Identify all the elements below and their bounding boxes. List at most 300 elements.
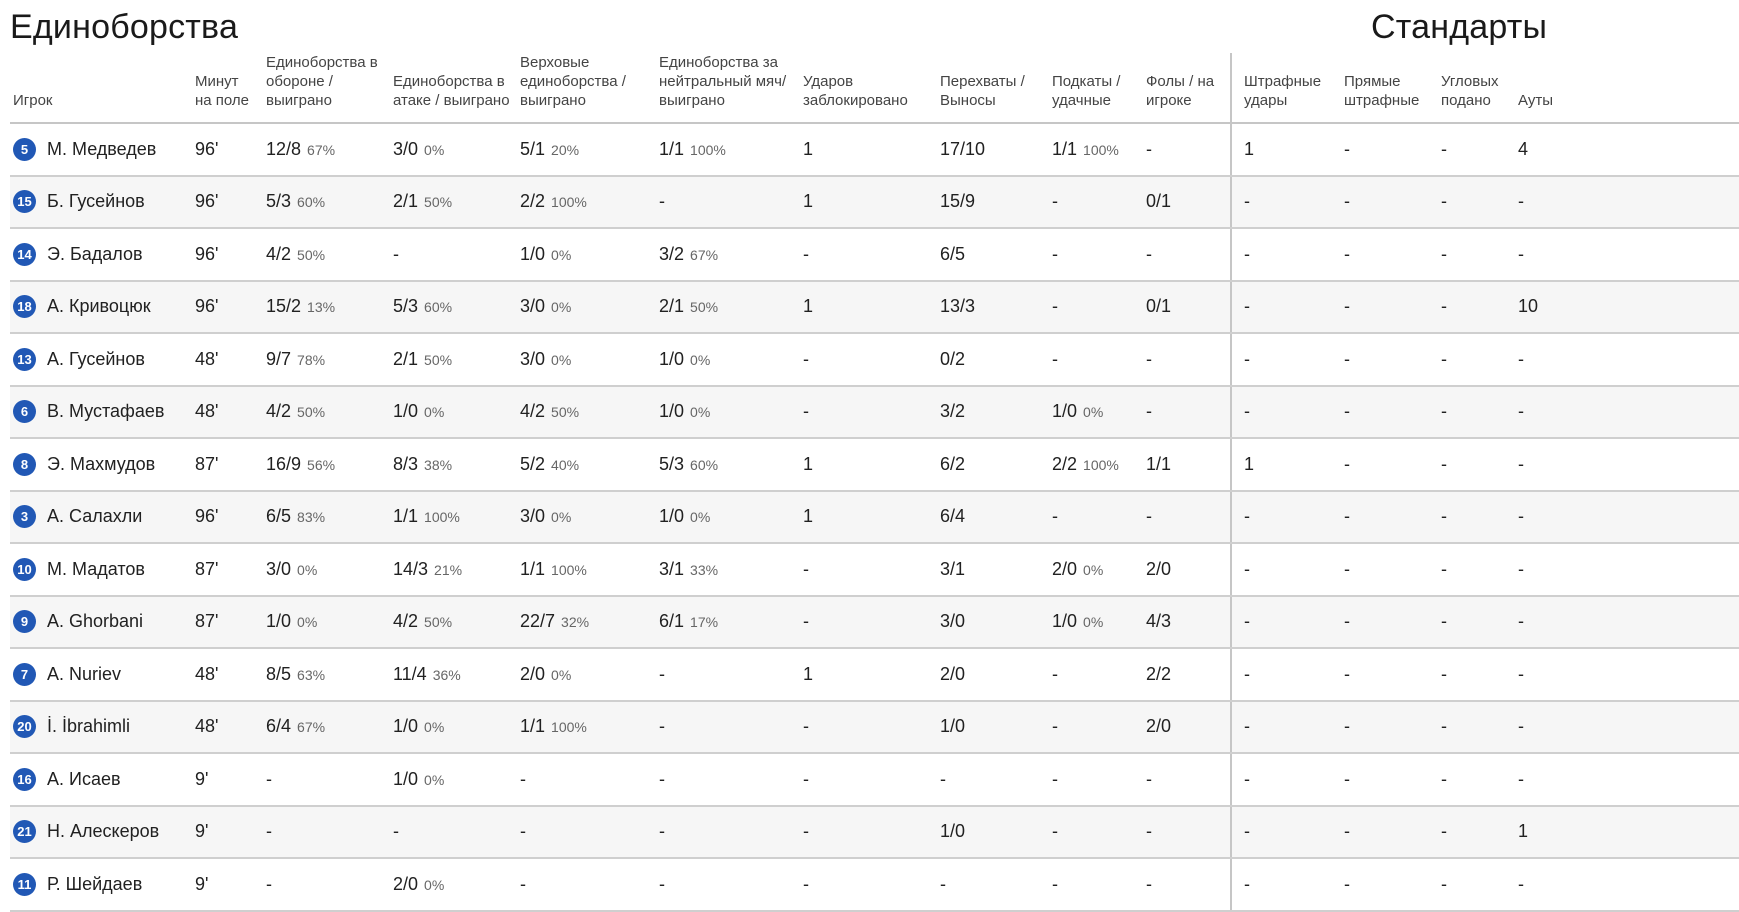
interceptions-cell (937, 543, 1049, 596)
def-duels-cell (263, 228, 390, 281)
throw-ins-cell-value: 1 (1518, 821, 1529, 842)
player-name[interactable]: М. Медведев (47, 138, 157, 159)
corners-cell-value: - (1441, 821, 1447, 842)
att-duels-cell-value: 8/3 (393, 453, 419, 474)
aerial-duels-cell-value: 5/2 (520, 453, 546, 474)
interceptions-cell (937, 596, 1049, 649)
loose-ball-duels-cell-value: - (659, 821, 665, 842)
aerial-duels-cell-percent: 100% (551, 194, 587, 211)
def-duels-cell-value: 16/9 (266, 453, 302, 474)
aerial-duels-cell (517, 176, 656, 229)
fouls-cell (1143, 648, 1231, 701)
aerial-duels-cell-percent: 0% (551, 666, 572, 683)
direct-free-kicks-cell-value: - (1344, 453, 1350, 474)
att-duels-cell-value: 5/3 (393, 296, 419, 317)
throw-ins-cell (1515, 648, 1739, 701)
aerial-duels-cell-value: 1/1 (520, 716, 546, 737)
col-header-corners[interactable]: Угловых подано (1438, 53, 1515, 123)
free-kicks-cell (1231, 753, 1341, 806)
loose-ball-duels-cell-value: 6/1 (659, 611, 685, 632)
tackles-cell-value: 2/2 (1052, 453, 1078, 474)
def-duels-cell-percent: 67% (307, 141, 336, 158)
tackles-cell-value: - (1052, 663, 1058, 684)
att-duels-cell-value: - (393, 243, 399, 264)
blocked-shots-cell (800, 491, 937, 544)
minutes-cell-value: 48' (195, 348, 219, 369)
fouls-cell-value: - (1146, 821, 1152, 842)
col-header-att-duels[interactable]: Единоборства в атаке / выиграно (390, 53, 517, 123)
player-cell (10, 333, 192, 386)
free-kicks-cell (1231, 228, 1341, 281)
blocked-shots-cell-value: 1 (803, 191, 814, 212)
tackles-cell (1049, 386, 1143, 439)
interceptions-cell-value: 6/4 (940, 506, 966, 527)
table-row[interactable] (10, 701, 1739, 754)
minutes-cell-value: 96' (195, 243, 219, 264)
player-name[interactable]: М. Мадатов (47, 558, 145, 579)
def-duels-cell-value: 4/2 (266, 243, 292, 264)
corners-cell-value: - (1441, 558, 1447, 579)
minutes-cell-value: 9' (195, 873, 209, 894)
throw-ins-cell-value: - (1518, 663, 1524, 684)
free-kicks-cell-value: - (1244, 611, 1250, 632)
interceptions-cell-value: 13/3 (940, 296, 976, 317)
def-duels-cell-percent: 0% (297, 561, 318, 578)
free-kicks-cell-value: - (1244, 296, 1250, 317)
corners-cell-value: - (1441, 401, 1447, 422)
direct-free-kicks-cell-value: - (1344, 768, 1350, 789)
direct-free-kicks-cell (1341, 438, 1438, 491)
player-cell (10, 438, 192, 491)
interceptions-cell (937, 701, 1049, 754)
player-name[interactable]: Р. Шейдаев (47, 873, 143, 894)
blocked-shots-cell (800, 753, 937, 806)
corners-cell-value: - (1441, 138, 1447, 159)
col-header-interceptions[interactable]: Перехваты / Выносы (937, 53, 1049, 123)
blocked-shots-cell-value: - (803, 401, 809, 422)
tackles-cell (1049, 228, 1143, 281)
minutes-cell (192, 648, 263, 701)
loose-ball-duels-cell (656, 176, 800, 229)
throw-ins-cell (1515, 858, 1739, 911)
fouls-cell-value: - (1146, 348, 1152, 369)
loose-ball-duels-cell-value: 3/1 (659, 558, 685, 579)
player-name[interactable]: В. Мустафаев (47, 401, 165, 422)
interceptions-cell-value: 1/0 (940, 716, 966, 737)
aerial-duels-cell (517, 858, 656, 911)
corners-cell (1438, 858, 1515, 911)
loose-ball-duels-cell-value: 1/0 (659, 348, 685, 369)
free-kicks-cell-value: - (1244, 401, 1250, 422)
corners-cell-value: - (1441, 873, 1447, 894)
def-duels-cell (263, 701, 390, 754)
tackles-cell-percent: 0% (1083, 404, 1104, 421)
throw-ins-cell (1515, 596, 1739, 649)
aerial-duels-cell-value: - (520, 873, 526, 894)
att-duels-cell-percent: 36% (432, 666, 461, 683)
player-name[interactable]: Э. Махмудов (47, 453, 156, 474)
aerial-duels-cell-percent: 32% (561, 614, 590, 631)
col-header-direct-free-kicks[interactable]: Прямые штрафные (1341, 53, 1438, 123)
interceptions-cell-value: 6/2 (940, 453, 966, 474)
loose-ball-duels-cell (656, 858, 800, 911)
fouls-cell (1143, 858, 1231, 911)
interceptions-cell (937, 386, 1049, 439)
minutes-cell (192, 491, 263, 544)
player-cell (10, 596, 192, 649)
table-row[interactable] (10, 438, 1739, 491)
corners-cell-value: - (1441, 663, 1447, 684)
player-name[interactable]: А. Кривоцюк (47, 296, 151, 317)
col-header-free-kicks[interactable]: Штрафные удары (1231, 53, 1341, 123)
player-name[interactable]: Э. Бадалов (47, 243, 143, 264)
free-kicks-cell (1231, 648, 1341, 701)
player-cell (10, 806, 192, 859)
player-name[interactable]: А. Салахли (47, 506, 143, 527)
loose-ball-duels-cell (656, 543, 800, 596)
def-duels-cell (263, 806, 390, 859)
interceptions-cell-value: 6/5 (940, 243, 966, 264)
direct-free-kicks-cell (1341, 806, 1438, 859)
corners-cell (1438, 333, 1515, 386)
def-duels-cell-value: 6/5 (266, 506, 292, 527)
direct-free-kicks-cell-value: - (1344, 558, 1350, 579)
att-duels-cell-value: 1/0 (393, 716, 419, 737)
free-kicks-cell-value: - (1244, 558, 1250, 579)
att-duels-cell (390, 228, 517, 281)
aerial-duels-cell-value: - (520, 821, 526, 842)
direct-free-kicks-cell (1341, 491, 1438, 544)
att-duels-cell (390, 491, 517, 544)
tackles-cell (1049, 648, 1143, 701)
col-header-tackles[interactable]: Подкаты / удачные (1049, 53, 1143, 123)
fouls-cell-value: 2/2 (1146, 663, 1172, 684)
def-duels-cell-percent: 50% (297, 246, 326, 263)
blocked-shots-cell (800, 386, 937, 439)
def-duels-cell (263, 753, 390, 806)
fouls-cell-value: - (1146, 873, 1152, 894)
fouls-cell-value: - (1146, 401, 1152, 422)
direct-free-kicks-cell (1341, 753, 1438, 806)
throw-ins-cell (1515, 753, 1739, 806)
player-number-badge: 11 (13, 873, 36, 896)
minutes-cell-value: 96' (195, 138, 219, 159)
table-row[interactable] (10, 596, 1739, 649)
col-header-blocked-shots[interactable]: Ударов заблокировано (800, 53, 937, 123)
fouls-cell-value: - (1146, 138, 1152, 159)
blocked-shots-cell (800, 123, 937, 176)
def-duels-cell (263, 491, 390, 544)
def-duels-cell-value: - (266, 821, 272, 842)
corners-cell-value: - (1441, 243, 1447, 264)
blocked-shots-cell (800, 648, 937, 701)
throw-ins-cell-value: 4 (1518, 138, 1529, 159)
att-duels-cell-percent: 0% (424, 876, 445, 893)
player-cell (10, 491, 192, 544)
corners-cell-value: - (1441, 191, 1447, 212)
player-name[interactable]: Н. Алескеров (47, 821, 160, 842)
free-kicks-cell (1231, 176, 1341, 229)
table-row[interactable] (10, 123, 1739, 176)
loose-ball-duels-cell (656, 753, 800, 806)
throw-ins-cell (1515, 228, 1739, 281)
loose-ball-duels-cell-value: 1/0 (659, 506, 685, 527)
interceptions-cell-value: - (940, 873, 946, 894)
tackles-cell (1049, 176, 1143, 229)
table-row[interactable] (10, 806, 1739, 859)
def-duels-cell (263, 123, 390, 176)
def-duels-cell-percent: 63% (297, 666, 326, 683)
def-duels-cell-percent: 67% (297, 719, 326, 736)
aerial-duels-cell-percent: 0% (551, 246, 572, 263)
tackles-cell (1049, 701, 1143, 754)
loose-ball-duels-cell-percent: 67% (690, 246, 719, 263)
minutes-cell (192, 596, 263, 649)
aerial-duels-cell (517, 543, 656, 596)
loose-ball-duels-cell (656, 701, 800, 754)
blocked-shots-cell-value: 1 (803, 453, 814, 474)
player-number-badge: 8 (13, 453, 36, 476)
blocked-shots-cell-value: - (803, 243, 809, 264)
loose-ball-duels-cell (656, 438, 800, 491)
corners-cell-value: - (1441, 768, 1447, 789)
direct-free-kicks-cell-value: - (1344, 401, 1350, 422)
player-cell (10, 123, 192, 176)
corners-cell-value: - (1441, 453, 1447, 474)
tackles-cell-percent: 0% (1083, 561, 1104, 578)
col-header-def-duels[interactable]: Единоборства в обороне / выиграно (263, 53, 390, 123)
att-duels-cell-value: - (393, 821, 399, 842)
col-header-loose-ball-duels[interactable]: Единоборства за нейтральный мяч/выиграно (656, 53, 800, 123)
interceptions-cell (937, 438, 1049, 491)
throw-ins-cell-value: - (1518, 401, 1524, 422)
aerial-duels-cell (517, 806, 656, 859)
player-name[interactable]: A. Nuriev (47, 663, 122, 684)
def-duels-cell-value: 1/0 (266, 611, 292, 632)
att-duels-cell-percent: 50% (424, 194, 453, 211)
free-kicks-cell (1231, 438, 1341, 491)
corners-cell-value: - (1441, 506, 1447, 527)
free-kicks-cell (1231, 806, 1341, 859)
interceptions-cell-value: 3/2 (940, 401, 966, 422)
player-cell (10, 386, 192, 439)
blocked-shots-cell (800, 596, 937, 649)
interceptions-cell (937, 648, 1049, 701)
tackles-cell-value: - (1052, 191, 1058, 212)
def-duels-cell (263, 333, 390, 386)
free-kicks-cell-value: - (1244, 506, 1250, 527)
aerial-duels-cell (517, 281, 656, 334)
interceptions-cell-value: 1/0 (940, 821, 966, 842)
loose-ball-duels-cell-value: - (659, 663, 665, 684)
fouls-cell (1143, 753, 1231, 806)
player-number-badge: 3 (13, 505, 36, 528)
free-kicks-cell (1231, 701, 1341, 754)
fouls-cell-value: 0/1 (1146, 296, 1172, 317)
fouls-cell (1143, 543, 1231, 596)
tackles-cell-value: 1/0 (1052, 611, 1078, 632)
blocked-shots-cell-value: - (803, 768, 809, 789)
col-header-aerial-duels[interactable]: Верховые единоборства / выиграно (517, 53, 656, 123)
aerial-duels-cell (517, 648, 656, 701)
player-number-badge: 6 (13, 400, 36, 423)
blocked-shots-cell-value: - (803, 611, 809, 632)
tackles-cell-value: - (1052, 768, 1058, 789)
minutes-cell (192, 438, 263, 491)
player-name[interactable]: A. Ghorbani (47, 611, 144, 632)
tackles-cell-value: - (1052, 348, 1058, 369)
aerial-duels-cell-percent: 40% (551, 456, 580, 473)
table-row[interactable] (10, 228, 1739, 281)
blocked-shots-cell-value: - (803, 558, 809, 579)
tackles-cell (1049, 596, 1143, 649)
blocked-shots-cell (800, 281, 937, 334)
def-duels-cell (263, 648, 390, 701)
col-header-throw-ins[interactable]: Ауты (1515, 53, 1739, 123)
att-duels-cell (390, 543, 517, 596)
free-kicks-cell (1231, 858, 1341, 911)
att-duels-cell-percent: 50% (424, 351, 453, 368)
table-row[interactable] (10, 648, 1739, 701)
interceptions-cell (937, 176, 1049, 229)
blocked-shots-cell (800, 228, 937, 281)
player-number-badge: 18 (13, 295, 36, 318)
throw-ins-cell (1515, 123, 1739, 176)
loose-ball-duels-cell-value: 5/3 (659, 453, 685, 474)
minutes-cell (192, 858, 263, 911)
corners-cell-value: - (1441, 348, 1447, 369)
fouls-cell (1143, 596, 1231, 649)
free-kicks-cell-value: - (1244, 243, 1250, 264)
loose-ball-duels-cell-percent: 100% (690, 141, 726, 158)
throw-ins-cell (1515, 806, 1739, 859)
blocked-shots-cell-value: 1 (803, 296, 814, 317)
direct-free-kicks-cell (1341, 701, 1438, 754)
player-name[interactable]: А. Гусейнов (47, 348, 145, 369)
blocked-shots-cell-value: 1 (803, 138, 814, 159)
table-row[interactable] (10, 543, 1739, 596)
aerial-duels-cell-value: 2/2 (520, 191, 546, 212)
loose-ball-duels-cell (656, 123, 800, 176)
throw-ins-cell-value: - (1518, 348, 1524, 369)
corners-cell (1438, 123, 1515, 176)
direct-free-kicks-cell (1341, 123, 1438, 176)
loose-ball-duels-cell-percent: 0% (690, 509, 711, 526)
aerial-duels-cell-value: 2/0 (520, 663, 546, 684)
aerial-duels-cell (517, 596, 656, 649)
fouls-cell (1143, 438, 1231, 491)
interceptions-cell-value: 3/1 (940, 558, 966, 579)
throw-ins-cell (1515, 333, 1739, 386)
minutes-cell-value: 48' (195, 663, 219, 684)
player-cell (10, 281, 192, 334)
blocked-shots-cell-value: - (803, 348, 809, 369)
def-duels-cell (263, 858, 390, 911)
player-name[interactable]: İ. İbrahimli (47, 716, 131, 737)
def-duels-cell-percent: 56% (307, 456, 336, 473)
att-duels-cell-value: 11/4 (393, 663, 427, 684)
aerial-duels-cell (517, 386, 656, 439)
aerial-duels-cell-value: 3/0 (520, 506, 546, 527)
fouls-cell-value: - (1146, 506, 1152, 527)
loose-ball-duels-cell-value: - (659, 716, 665, 737)
aerial-duels-cell-value: 4/2 (520, 401, 546, 422)
player-stats-table (10, 53, 1739, 912)
minutes-cell (192, 701, 263, 754)
interceptions-cell (937, 858, 1049, 911)
def-duels-cell-value: - (266, 768, 272, 789)
player-name[interactable]: Б. Гусейнов (47, 191, 145, 212)
throw-ins-cell (1515, 281, 1739, 334)
loose-ball-duels-cell-percent: 60% (690, 456, 719, 473)
tackles-cell (1049, 333, 1143, 386)
col-header-player[interactable]: Игрок (10, 53, 192, 123)
fouls-cell (1143, 806, 1231, 859)
aerial-duels-cell-value: 1/0 (520, 243, 546, 264)
interceptions-cell-value: 3/0 (940, 611, 966, 632)
player-number-badge: 21 (13, 820, 36, 843)
col-header-minutes[interactable]: Минут на поле (192, 53, 263, 123)
corners-cell (1438, 176, 1515, 229)
loose-ball-duels-cell-value: 3/2 (659, 243, 685, 264)
throw-ins-cell-value: - (1518, 453, 1524, 474)
aerial-duels-cell-percent: 0% (551, 351, 572, 368)
interceptions-cell (937, 123, 1049, 176)
throw-ins-cell-value: 10 (1518, 296, 1539, 317)
table-row[interactable] (10, 491, 1739, 544)
minutes-cell (192, 543, 263, 596)
player-cell (10, 228, 192, 281)
fouls-cell-value: 2/0 (1146, 716, 1172, 737)
header-row (10, 53, 1739, 123)
corners-cell-value: - (1441, 716, 1447, 737)
tackles-cell-value: - (1052, 873, 1058, 894)
direct-free-kicks-cell (1341, 543, 1438, 596)
def-duels-cell-percent: 50% (297, 404, 326, 421)
player-number-badge: 20 (13, 715, 36, 738)
table-row[interactable] (10, 333, 1739, 386)
def-duels-cell-percent: 0% (297, 614, 318, 631)
def-duels-cell-percent: 13% (307, 299, 336, 316)
att-duels-cell (390, 123, 517, 176)
table-row[interactable] (10, 281, 1739, 334)
free-kicks-cell-value: - (1244, 348, 1250, 369)
free-kicks-cell (1231, 596, 1341, 649)
table-row[interactable] (10, 858, 1739, 911)
player-name[interactable]: А. Исаев (47, 768, 121, 789)
table-row[interactable] (10, 386, 1739, 439)
loose-ball-duels-cell (656, 648, 800, 701)
fouls-cell (1143, 281, 1231, 334)
table-row[interactable] (10, 176, 1739, 229)
tackles-cell (1049, 281, 1143, 334)
att-duels-cell-value: 1/1 (393, 506, 419, 527)
att-duels-cell (390, 753, 517, 806)
player-cell (10, 648, 192, 701)
blocked-shots-cell (800, 858, 937, 911)
def-duels-cell-value: 15/2 (266, 296, 302, 317)
throw-ins-cell (1515, 701, 1739, 754)
table-row[interactable] (10, 753, 1739, 806)
col-header-fouls[interactable]: Фолы / на игроке (1143, 53, 1231, 123)
throw-ins-cell-value: - (1518, 243, 1524, 264)
free-kicks-cell-value: 1 (1244, 453, 1255, 474)
direct-free-kicks-cell (1341, 228, 1438, 281)
tackles-cell-value: - (1052, 821, 1058, 842)
free-kicks-cell-value: 1 (1244, 138, 1255, 159)
loose-ball-duels-cell (656, 281, 800, 334)
blocked-shots-cell (800, 333, 937, 386)
